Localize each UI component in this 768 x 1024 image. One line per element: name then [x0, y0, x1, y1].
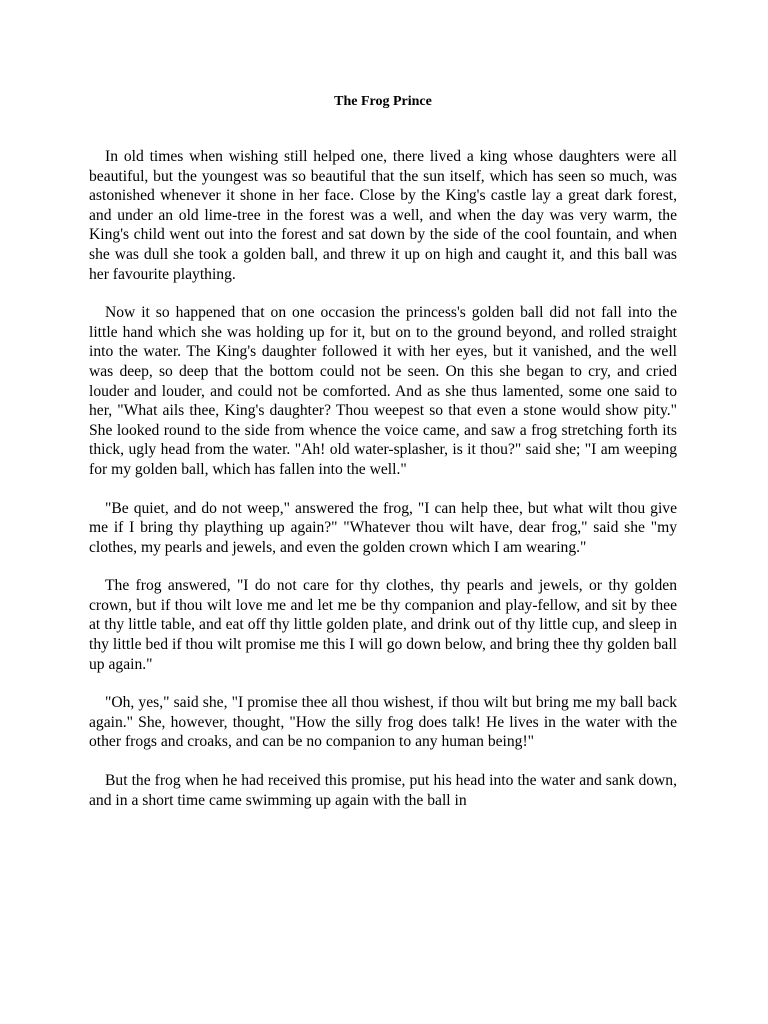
paragraph-5: "Oh, yes," said she, "I promise thee all thou wishest, if thou wilt but bring me my ball back again." She, however, thought, "How the silly frog does talk! He lives in the water with the other frogs and croaks, and can be no companion to any human being!" — [89, 694, 677, 751]
paragraph-1: In old times when wishing still helped one, there lived a king whose daughters were all beautiful, but the youngest was so beautiful that the sun itself, which has seen so much, was astonished whenever it shone in her face. Close by the King's castle lay a great dark forest, and under an old lime-tree in the forest was a well, and when the day was very warm, the King's child went out into the forest and sat down by the side of the cool fountain, and when she was dull she took a golden ball, and threw it up on high and caught it, and this ball was her favourite plaything. — [89, 148, 677, 283]
document-page — [89, 0, 677, 1024]
paragraph-3: "Be quiet, and do not weep," answered the frog, "I can help thee, but what wilt thou give me if I bring thy plaything up again?" "Whatever thou wilt have, dear frog," said she "my clothes, my pearls and jewels, and even the golden crown which I am wearing." — [89, 499, 677, 556]
page-title: The Frog Prince — [334, 94, 432, 109]
story-body — [89, 147, 677, 829]
paragraph-6: But the frog when he had received this promise, put his head into the water and sank down, and in a short time came swimming up again with the ball in — [89, 772, 677, 809]
paragraph-4: The frog answered, "I do not care for thy clothes, thy pearls and jewels, or thy golden crown, but if thou wilt love me and let me be thy companion and play-fellow, and sit by thee at thy little table, and eat off thy little golden plate, and drink out of thy little cup, and sleep in thy little bed if thou wilt promise me this I will go down below, and bring thee thy golden ball up again." — [89, 577, 677, 673]
paragraph-2: Now it so happened that on one occasion the princess's golden ball did not fall into the little hand which she was holding up for it, but on to the ground beyond, and rolled straight into the water. The King's daughter followed it with her eyes, but it vanished, and the well was deep, so deep that the bottom could not be seen. On this she began to cry, and cried louder and louder, and could not be comforted. And as she thus lamented, some one said to her, "What ails thee, King's daughter? Thou weepest so that even a stone would show pity." She looked round to the side from whence the voice came, and saw a frog stretching forth its thick, ugly head from the water. "Ah! old water-splasher, is it thou?" said she; "I am weeping for my golden ball, which has fallen into the well." — [89, 304, 677, 478]
